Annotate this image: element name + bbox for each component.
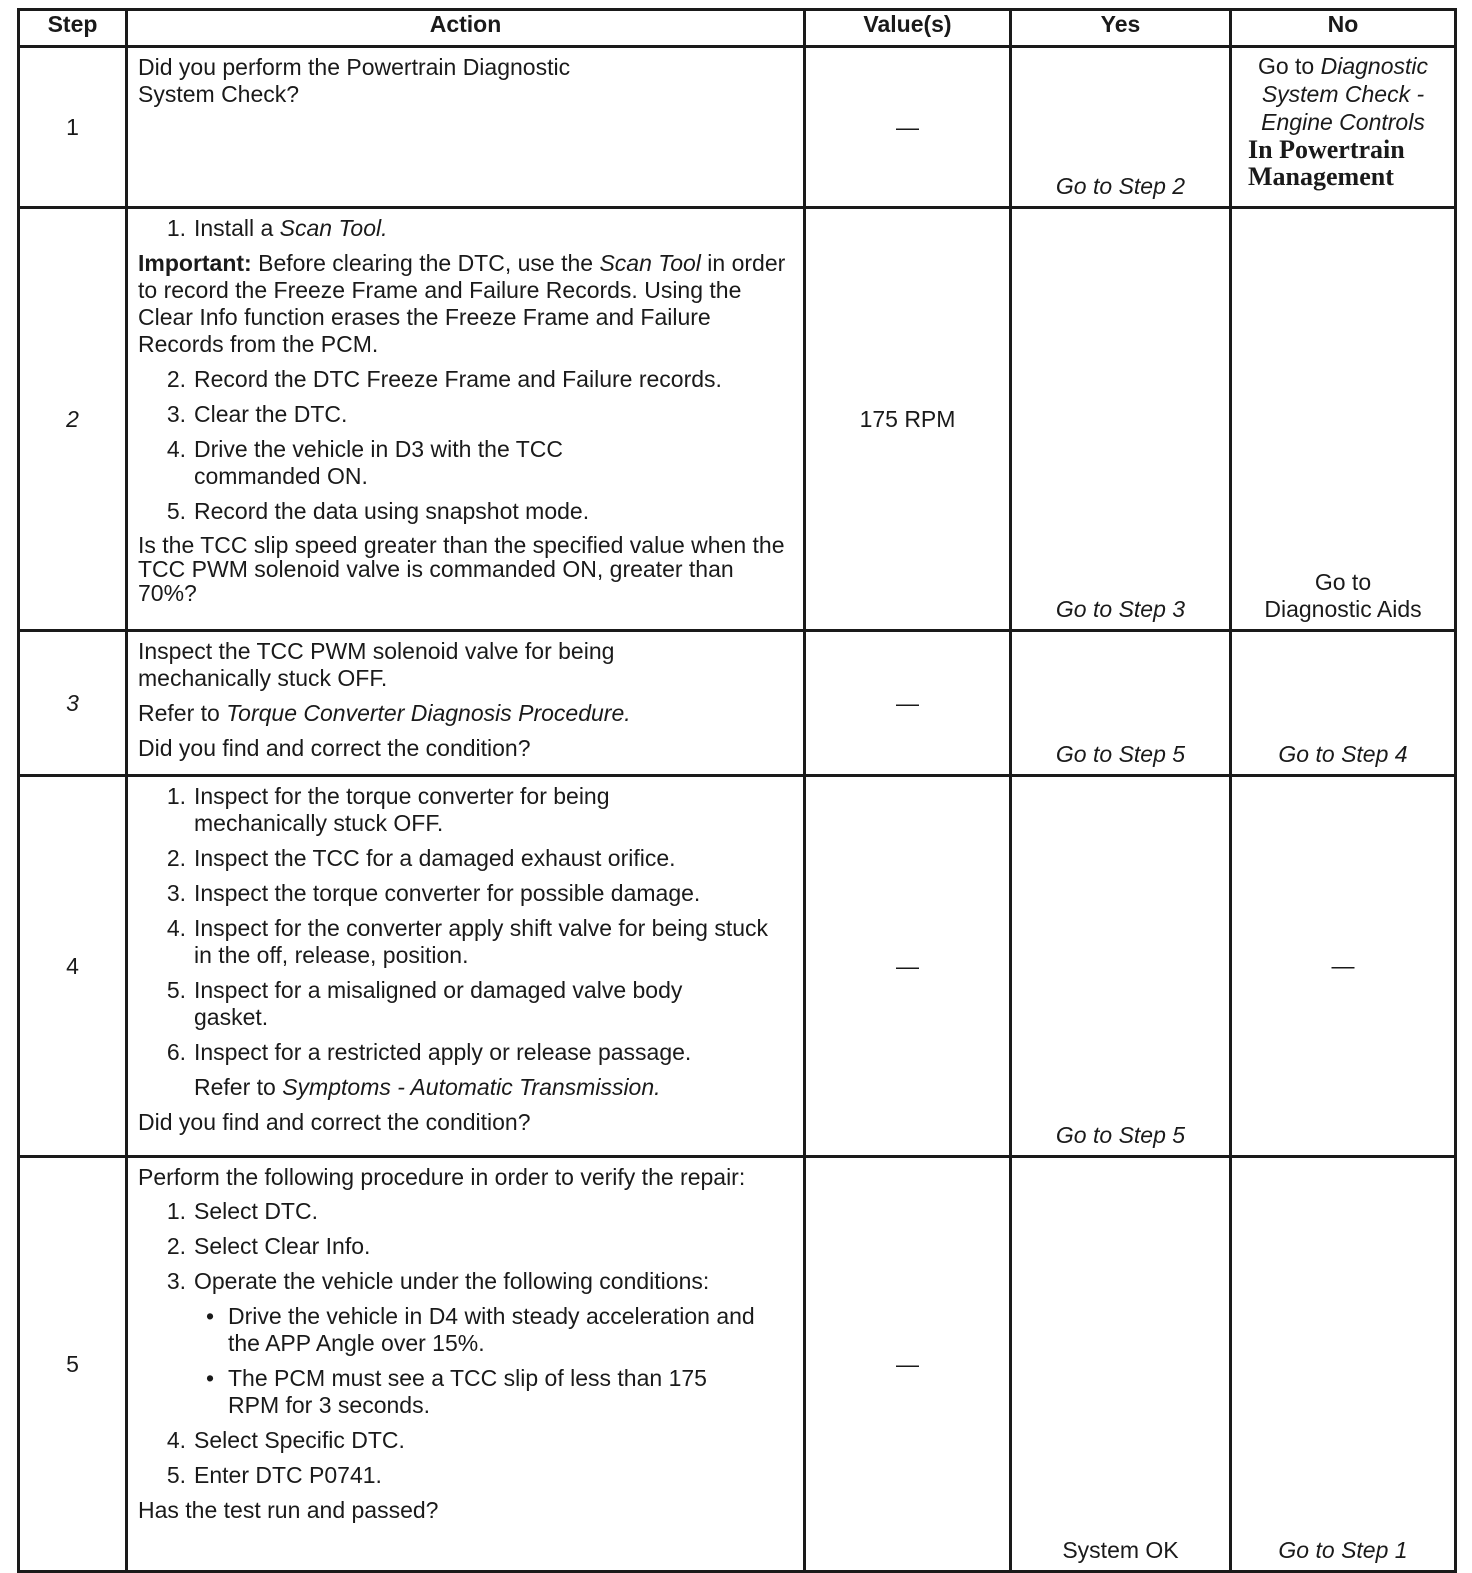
action-question: Did you perform the Powertrain Diagnostic System Check? [138, 54, 571, 107]
diagnostic-table-page [17, 8, 1454, 1563]
action-list [138, 783, 793, 1066]
list-item: 1. Inspect for the torque converter for being mechanically stuck OFF. [166, 783, 610, 836]
no-text-line4: In Powertrain [1248, 135, 1405, 164]
list-item: 2. Inspect the TCC for a damaged exhaust orifice. [166, 845, 676, 871]
header-step: Step [19, 10, 127, 47]
action-cell [127, 1157, 805, 1572]
header-values: Value(s) [805, 10, 1011, 47]
diagnostic-table [17, 8, 1457, 1573]
list-item: 1. Install a Scan Tool. [166, 215, 388, 241]
condition-bullets [138, 1303, 793, 1419]
step-number: 1 [19, 47, 127, 208]
table-row-step-1 [19, 47, 1456, 208]
action-list [138, 215, 793, 242]
no-text: Go to [1257, 53, 1315, 79]
list-item: 2. Record the DTC Freeze Frame and Failure records. [166, 366, 722, 392]
yes-cell [1011, 631, 1231, 776]
value-cell: 175 RPM [805, 208, 1011, 631]
list-item: 4. Inspect for the converter apply shift valve for being stuck in the off, release, position. [166, 915, 769, 968]
no-text-line5: Management [1248, 162, 1394, 191]
bullet-item: • Drive the vehicle in D4 with steady acceleration and the APP Angle over 15%. [206, 1303, 755, 1356]
step-number: 2 [19, 208, 127, 631]
important-note: Important: Before clearing the DTC, use the Scan Tool in order to record the Freeze Frame and Failure Records. Using the Clear Info function erases the Freeze Frame and Failure Records from the PCM. [138, 250, 786, 357]
yes-cell [1011, 776, 1231, 1157]
no-link[interactable]: Go to Step 1 [1278, 1537, 1408, 1563]
list-item: 5. Enter DTC P0741. [166, 1462, 382, 1488]
action-cell [127, 47, 805, 208]
action-text: Inspect the TCC PWM solenoid valve for being mechanically stuck OFF. [138, 638, 615, 691]
table-row-step-4 [19, 776, 1456, 1157]
no-cell [1231, 631, 1456, 776]
yes-link[interactable]: Go to Step 3 [1055, 596, 1186, 622]
header-row [19, 10, 1456, 47]
list-item: 2. Select Clear Info. [166, 1233, 371, 1259]
step-number: 4 [19, 776, 127, 1157]
action-list [138, 1427, 793, 1489]
no-cell [1231, 1157, 1456, 1572]
no-text-line3: Engine Controls [1261, 109, 1425, 135]
header-yes: Yes [1011, 10, 1231, 47]
action-list [138, 1198, 793, 1295]
no-cell [1231, 47, 1456, 208]
refer-text: Refer to Torque Converter Diagnosis Procedure. [138, 700, 631, 726]
value-cell: — [805, 47, 1011, 208]
action-question: Is the TCC slip speed greater than the specified value when the TCC PWM solenoid valve is commanded ON, greater than 70%? [138, 532, 785, 606]
action-cell [127, 208, 805, 631]
list-item: 3. Clear the DTC. [166, 401, 348, 427]
value-cell: — [805, 1157, 1011, 1572]
yes-cell [1011, 47, 1231, 208]
list-item: 6. Inspect for a restricted apply or release passage. [166, 1039, 692, 1065]
no-text-italic: Diagnostic [1320, 53, 1429, 79]
table-row-step-3 [19, 631, 1456, 776]
no-cell [1231, 776, 1456, 1157]
refer-text: Refer to Symptoms - Automatic Transmission. [194, 1074, 661, 1100]
value-cell: — [805, 631, 1011, 776]
header-no: No [1231, 10, 1456, 47]
yes-link[interactable]: Go to Step 2 [1055, 173, 1186, 199]
list-item: 3. Inspect the torque converter for possible damage. [166, 880, 701, 906]
list-item: 4. Drive the vehicle in D3 with the TCC commanded ON. [166, 436, 563, 489]
no-value: — [1331, 952, 1355, 979]
no-text-line2: System Check - [1261, 81, 1425, 107]
table-row-step-5 [19, 1157, 1456, 1572]
action-question: Has the test run and passed? [138, 1497, 439, 1523]
yes-link[interactable]: Go to Step 5 [1055, 741, 1186, 767]
no-link[interactable]: Go to Step 4 [1278, 741, 1408, 767]
header-action: Action [127, 10, 805, 47]
action-question: Did you find and correct the condition? [138, 1109, 531, 1135]
list-item: 1. Select DTC. [166, 1198, 318, 1224]
no-cell [1231, 208, 1456, 631]
yes-link[interactable]: Go to Step 5 [1055, 1122, 1186, 1148]
action-cell [127, 776, 805, 1157]
yes-cell [1011, 1157, 1231, 1572]
yes-cell [1011, 208, 1231, 631]
list-item: 3. Operate the vehicle under the following conditions: [166, 1268, 710, 1294]
list-item: 5. Record the data using snapshot mode. [166, 498, 590, 524]
action-intro: Perform the following procedure in order to verify the repair: [138, 1164, 746, 1190]
step-number: 3 [19, 631, 127, 776]
no-link[interactable] [1232, 52, 1454, 190]
list-item: 4. Select Specific DTC. [166, 1427, 405, 1453]
bullet-item: • The PCM must see a TCC slip of less than 175 RPM for 3 seconds. [206, 1365, 707, 1418]
no-link[interactable]: Go to Diagnostic Aids [1264, 569, 1422, 622]
step-number: 5 [19, 1157, 127, 1572]
list-item: 5. Inspect for a misaligned or damaged valve body gasket. [166, 977, 683, 1030]
table-row-step-2 [19, 208, 1456, 631]
yes-result: System OK [1062, 1537, 1179, 1563]
action-question: Did you find and correct the condition? [138, 735, 531, 761]
action-cell [127, 631, 805, 776]
value-cell: — [805, 776, 1011, 1157]
action-list [138, 366, 793, 525]
